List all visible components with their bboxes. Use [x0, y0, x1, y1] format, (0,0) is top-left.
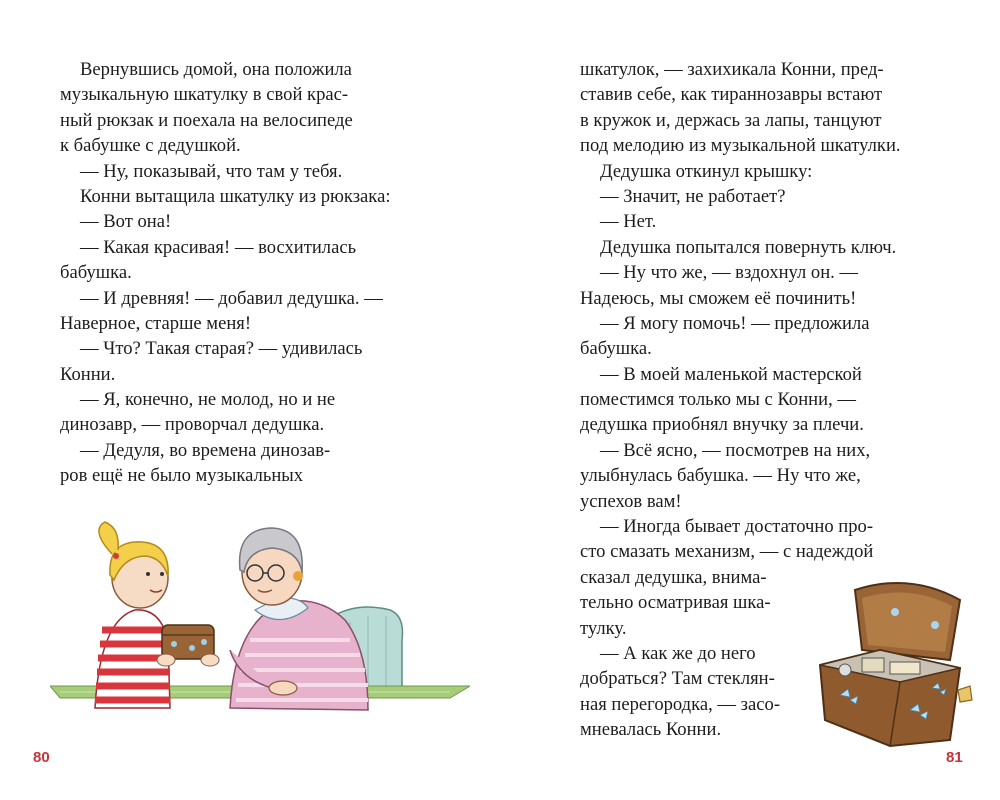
- left-page-text-line: к бабушке с дедушкой.: [60, 135, 241, 157]
- right-page-text-line: мневалась Конни.: [580, 719, 722, 741]
- music-box-illustration: [800, 570, 980, 750]
- left-page-text-line: ный рюкзак и поехала на велосипеде: [60, 109, 353, 131]
- right-page-text-line: ставив себе, как тираннозавры встают: [580, 84, 883, 106]
- grandma-and-girl-illustration: [50, 510, 470, 725]
- left-page-text-line: — Какая красивая! — восхитилась: [80, 236, 357, 258]
- page-number-right: 81: [946, 749, 963, 766]
- left-page-text-line: динозавр, — проворчал дедушка.: [60, 414, 325, 436]
- right-page-text-line: ная перегородка, — засо-: [580, 693, 781, 715]
- left-text-column: [60, 57, 430, 489]
- right-page-text-line: — Нет.: [600, 211, 657, 233]
- left-page-text-line: бабушка.: [60, 262, 132, 284]
- right-page-text-line: добраться? Там стеклян-: [580, 668, 775, 690]
- right-page-text-line: поместимся только мы с Конни, —: [580, 389, 856, 411]
- left-page-text-line: музыкальную шкатулку в свой крас-: [60, 84, 349, 106]
- left-page-text-line: ров ещё не было музыкальных: [60, 465, 304, 487]
- right-page-text-line: тельно осматривая шка-: [580, 592, 771, 614]
- right-page-text-line: успехов вам!: [580, 490, 682, 512]
- left-page-text-line: Конни.: [60, 363, 116, 385]
- right-page-text-line: — Всё ясно, — посмотрев на них,: [600, 439, 871, 461]
- right-page-text-line: — А как же до него: [600, 642, 756, 664]
- right-page-text-line: Надеюсь, мы сможем её починить!: [580, 287, 857, 309]
- left-page-text-line: Конни вытащила шкатулку из рюкзака:: [80, 185, 391, 207]
- left-page-text-line: Наверное, старше меня!: [60, 312, 252, 334]
- right-page-text-line: — Иногда бывает достаточно про-: [600, 516, 874, 538]
- right-page-text-line: под мелодию из музыкальной шкатулки.: [580, 135, 901, 157]
- right-page-text-line: — Ну что же, — вздохнул он. —: [600, 262, 859, 284]
- right-page-text-line: Дедушка откинул крышку:: [600, 160, 813, 182]
- left-page-text-line: — Что? Такая старая? — удивилась: [80, 338, 363, 360]
- left-page-text-line: — Я, конечно, не молод, но и не: [80, 389, 336, 411]
- left-page-text-line: — Ну, показывай, что там у тебя.: [80, 160, 343, 182]
- right-page-text-line: — В моей маленькой мастерской: [600, 363, 862, 385]
- left-page-text-line: — Вот она!: [80, 211, 172, 233]
- right-page-text-line: улыбнулась бабушка. — Ну что же,: [580, 465, 861, 487]
- right-page-text-line: сто смазать механизм, — с надеждой: [580, 541, 874, 563]
- right-page-text-line: дедушка приобнял внучку за плечи.: [580, 414, 864, 436]
- left-page-text-line: — И древняя! — добавил дедушка. —: [80, 287, 383, 309]
- right-page-text-line: — Значит, не работает?: [600, 185, 786, 207]
- left-page-text-line: Вернувшись домой, она положила: [80, 59, 352, 80]
- page-number-left: 80: [33, 749, 50, 766]
- right-page-text-line: в кружок и, держась за лапы, танцуют: [580, 109, 882, 131]
- right-page-text-line: — Я могу помочь! — предложила: [600, 312, 870, 334]
- right-page-text-line: тулку.: [580, 617, 627, 639]
- left-page-text-line: — Дедуля, во времена динозав-: [80, 439, 331, 461]
- right-page-text-line: бабушка.: [580, 338, 652, 360]
- right-page-text-line: Дедушка попытался повернуть ключ.: [600, 236, 897, 258]
- right-page-text-line: шкатулок, — захихикала Конни, пред-: [580, 59, 884, 80]
- right-page-text-line: сказал дедушка, внима-: [580, 566, 767, 588]
